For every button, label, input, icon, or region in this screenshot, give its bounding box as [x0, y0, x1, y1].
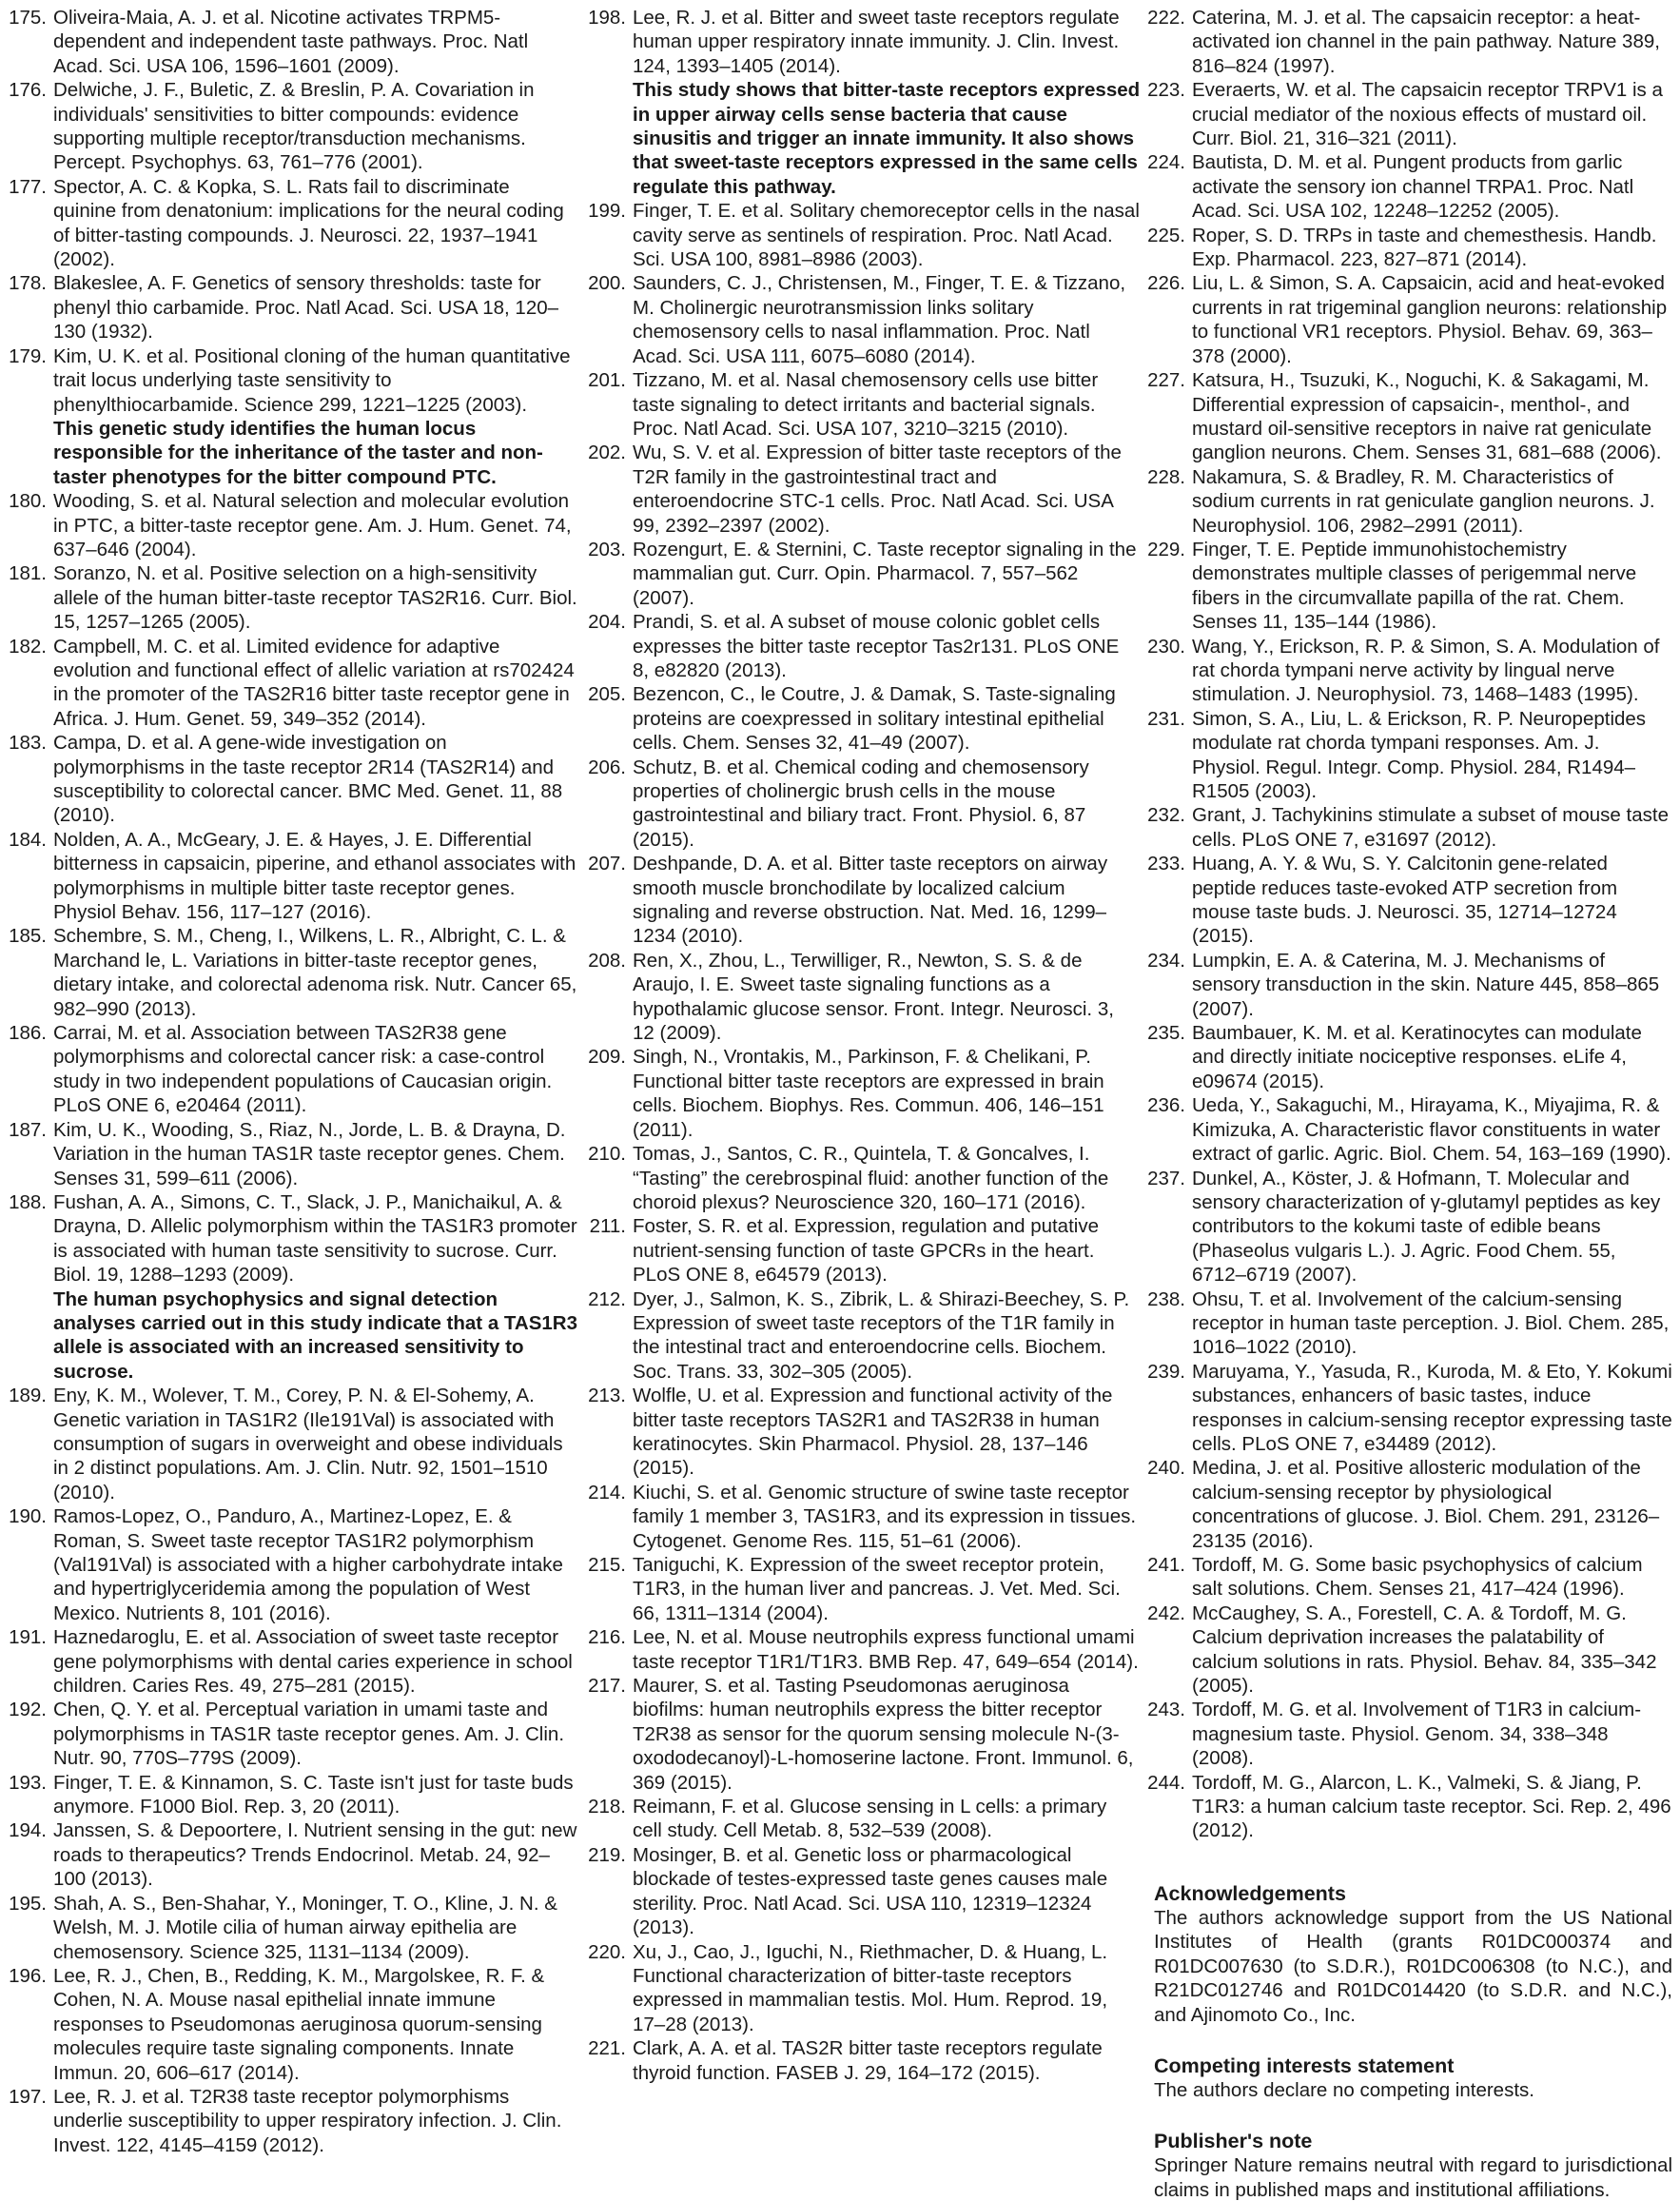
reference-number: 229.	[1147, 538, 1185, 560]
reference-body	[1192, 1360, 1672, 1457]
reference-item	[1146, 224, 1672, 272]
reference-body	[633, 1625, 1141, 1674]
reference-citation: Lee, N. et al. Mouse neutrophils express functional umami taste receptor T1R1/T1R3. BMB Rep. 47, 649–654 (2014).	[633, 1626, 1139, 1673]
reference-body	[1192, 465, 1672, 538]
reference-body	[53, 271, 577, 344]
reference-citation: Kim, U. K. et al. Positional cloning of the human quantitative trait locus underlying taste sensitivity to phenylthiocarbamide. Science 299, 1221–1225 (2003).	[53, 344, 571, 416]
acknowledgements-section	[1146, 1881, 1672, 2027]
reference-number: 209.	[588, 1046, 626, 1069]
reference-number: 179.	[9, 344, 47, 367]
reference-citation: Xu, J., Cao, J., Iguchi, N., Riethmacher, D. & Huang, L. Functional characterization of bitter-taste receptors expressed in mammalian testis. Mol. Hum. Reprod. 19, 17–28 (2013).	[633, 1940, 1108, 2035]
reference-body	[53, 1118, 577, 1190]
reference-number: 194.	[9, 1819, 47, 1842]
reference-item	[1146, 1021, 1672, 1093]
reference-body	[1192, 78, 1672, 150]
reference-annotation: This genetic study identifies the human locus responsible for the inheritance of the taster and non-taster phenotypes for the bitter compound PTC.	[53, 417, 543, 488]
reference-body	[53, 1964, 577, 2085]
reference-number: 221.	[588, 2037, 626, 2060]
reference-number: 244.	[1147, 1771, 1185, 1794]
reference-item	[8, 78, 577, 175]
reference-citation: Foster, S. R. et al. Expression, regulation and putative nutrient-sensing function of taste GPCRs in the heart. PLoS ONE 8, e64579 (2013).	[633, 1215, 1099, 1287]
reference-item	[1146, 1287, 1672, 1360]
reference-item	[587, 852, 1141, 949]
reference-number: 200.	[588, 272, 626, 295]
reference-number: 190.	[9, 1505, 47, 1528]
reference-citation: Maurer, S. et al. Tasting Pseudomonas aeruginosa biofilms: human neutrophils express the bitter receptor T2R38 as sensor for the quorum sensing molecule N-(3-oxododecanoyl)-L-homoserine lactone. Front. Immunol. 6, 369 (2015).	[633, 1675, 1134, 1794]
reference-body	[53, 1892, 577, 1964]
reference-item	[587, 199, 1141, 271]
reference-number: 182.	[9, 635, 47, 658]
reference-item	[8, 344, 577, 489]
reference-body	[53, 561, 577, 634]
reference-body	[633, 610, 1141, 682]
reference-item	[587, 949, 1141, 1046]
reference-citation: Janssen, S. & Depoortere, I. Nutrient sensing in the gut: new roads to therapeutics? Trends Endocrinol. Metab. 24, 92–100 (2013).	[53, 1819, 577, 1891]
reference-item	[587, 1384, 1141, 1481]
reference-citation: Dunkel, A., Köster, J. & Hofmann, T. Molecular and sensory characterization of γ-glutamyl peptides as key contributors to the kokumi taste of edible beans (Phaseolus vulgaris L.). J. Agric. Food Chem. 55, 6712–6719 (2007).	[1192, 1167, 1661, 1287]
reference-item	[587, 610, 1141, 682]
reference-body	[633, 852, 1141, 949]
reference-citation: Maruyama, Y., Yasuda, R., Kuroda, M. & Eto, Y. Kokumi substances, enhancers of basic tastes, induce responses in calcium-sensing receptor expressing taste cells. PLoS ONE 7, e34489 (2012).	[1192, 1360, 1672, 1455]
reference-number: 228.	[1147, 465, 1185, 488]
reference-number: 238.	[1147, 1287, 1185, 1310]
reference-body	[53, 2085, 577, 2157]
reference-number: 181.	[9, 562, 47, 585]
reference-body	[53, 1698, 577, 1770]
reference-body	[1192, 707, 1672, 804]
reference-body	[53, 1625, 577, 1698]
reference-item	[1146, 6, 1672, 78]
reference-number: 210.	[588, 1143, 626, 1166]
reference-body	[633, 2036, 1141, 2085]
reference-citation: Simon, S. A., Liu, L. & Erickson, R. P. Neuropeptides modulate rat chorda tympani responses. Am. J. Physiol. Regul. Integr. Comp. Physiol. 284, R1494–R1505 (2003).	[1192, 707, 1647, 802]
competing-interests-heading: Competing interests statement	[1154, 2054, 1455, 2077]
reference-body	[1192, 6, 1672, 78]
reference-body	[633, 6, 1141, 199]
reference-item	[1146, 1698, 1672, 1770]
reference-item	[8, 1818, 577, 1891]
reference-item	[587, 368, 1141, 441]
reference-number: 198.	[588, 7, 626, 29]
reference-number: 188.	[9, 1190, 47, 1213]
reference-body	[633, 1384, 1141, 1481]
reference-number: 204.	[588, 611, 626, 634]
reference-body	[633, 368, 1141, 441]
reference-number: 178.	[9, 272, 47, 295]
references-column-3	[1141, 6, 1672, 2201]
reference-citation: Saunders, C. J., Christensen, M., Finger, T. E. & Tizzano, M. Cholinergic neurotransmission links solitary chemosensory cells to nasal inflammation. Proc. Natl Acad. Sci. USA 111, 6075–6080 (2014).	[633, 272, 1126, 367]
reference-number: 184.	[9, 828, 47, 851]
reference-citation: Campa, D. et al. A gene-wide investigation on polymorphisms in the taste receptor 2R14 (TAS2R14) and susceptibility to colorectal cancer. BMC Med. Genet. 11, 88 (2010).	[53, 732, 563, 827]
reference-citation: Wolfle, U. et al. Expression and functional activity of the bitter taste receptors TAS2R1 and TAS2R38 in human keratinocytes. Skin Pharmacol. Physiol. 28, 137–146 (2015).	[633, 1385, 1113, 1480]
reference-citation: Roper, S. D. TRPs in taste and chemesthesis. Handb. Exp. Pharmacol. 223, 827–871 (2014).	[1192, 224, 1657, 271]
reference-item	[1146, 271, 1672, 368]
reference-item	[1146, 949, 1672, 1021]
reference-citation: Kiuchi, S. et al. Genomic structure of swine taste receptor family 1 member 3, TAS1R3, and its expression in tissues. Cytogenet. Genome Res. 115, 51–61 (2006).	[633, 1481, 1137, 1552]
reference-item	[1146, 1456, 1672, 1553]
reference-citation: Medina, J. et al. Positive allosteric modulation of the calcium-sensing receptor by physiological concentrations of glucose. J. Biol. Chem. 291, 23126–23135 (2016).	[1192, 1457, 1660, 1552]
reference-number: 232.	[1147, 804, 1185, 827]
reference-body	[53, 344, 577, 489]
reference-citation: Reimann, F. et al. Glucose sensing in L cells: a primary cell study. Cell Metab. 8, 532–539 (2008).	[633, 1796, 1107, 1842]
reference-citation: Clark, A. A. et al. TAS2R bitter taste receptors regulate thyroid function. FASEB J. 29, 164–172 (2015).	[633, 2037, 1103, 2084]
reference-annotation: The human psychophysics and signal detection analyses carried out in this study indicate that a TAS1R3 allele is associated with an increased sensitivity to sucrose.	[53, 1287, 577, 1383]
reference-number: 175.	[9, 7, 47, 29]
reference-number: 240.	[1147, 1457, 1185, 1480]
reference-item	[8, 635, 577, 732]
reference-number: 196.	[9, 1964, 47, 1987]
reference-body	[633, 1481, 1141, 1553]
reference-item	[587, 1142, 1141, 1214]
reference-item	[8, 1021, 577, 1118]
reference-citation: Blakeslee, A. F. Genetics of sensory thresholds: taste for phenyl thio carbamide. Proc. Natl Acad. Sci. USA 18, 120–130 (1932).	[53, 272, 559, 344]
reference-citation: Katsura, H., Tsuzuki, K., Noguchi, K. & Sakagami, M. Differential expression of capsaicin-, menthol-, and mustard oil-sensitive receptors in naive rat geniculate ganglion neurons. Chem. Senses 31, 681–688 (2006).	[1192, 369, 1662, 464]
reference-item	[1146, 78, 1672, 150]
reference-body	[1192, 949, 1672, 1021]
reference-item	[1146, 1771, 1672, 1843]
reference-number: 206.	[588, 756, 626, 778]
reference-item	[1146, 707, 1672, 804]
reference-number: 177.	[9, 175, 47, 198]
reference-item	[587, 1843, 1141, 1940]
reference-item	[8, 828, 577, 925]
reference-body	[633, 1795, 1141, 1843]
reference-citation: Grant, J. Tachykinins stimulate a subset of mouse taste cells. PLoS ONE 7, e31697 (2012).	[1192, 804, 1669, 851]
reference-number: 197.	[9, 2085, 47, 2108]
reference-number: 227.	[1147, 369, 1185, 392]
reference-body	[53, 1771, 577, 1819]
acknowledgements-text: The authors acknowledge support from the US National Institutes of Health (grants R01DC000374 and R01DC007630 (to S.D.R.), R01DC006308 (to N.C.), and R21DC012746 and R01DC014420 (to S.D.R. and N.C.), and Ajinomoto Co., Inc.	[1154, 1906, 1672, 2026]
reference-item	[587, 538, 1141, 610]
reference-citation: Oliveira-Maia, A. J. et al. Nicotine activates TRPM5-dependent and independent taste pathways. Proc. Natl Acad. Sci. USA 106, 1596–1601 (2009).	[53, 7, 529, 77]
reference-citation: Spector, A. C. & Kopka, S. L. Rats fail to discriminate quinine from denatonium: implications for the neural coding of bitter-tasting compounds. J. Neurosci. 22, 1937–1941 (2002).	[53, 175, 564, 271]
reference-number: 241.	[1147, 1554, 1185, 1576]
reference-item	[1146, 465, 1672, 538]
reference-citation: Finger, T. E. Peptide immunohistochemistry demonstrates multiple classes of perigemmal nerve fibers in the circumvallate papilla of the rat. Chem. Senses 11, 135–144 (1986).	[1192, 538, 1637, 634]
reference-number: 202.	[588, 442, 626, 464]
reference-citation: Singh, N., Vrontakis, M., Parkinson, F. & Chelikani, P. Functional bitter taste receptors are expressed in brain cells. Biochem. Biophys. Res. Commun. 406, 146–151 (2011).	[633, 1046, 1104, 1141]
reference-body	[53, 1021, 577, 1118]
reference-number: 235.	[1147, 1022, 1185, 1045]
reference-item	[8, 175, 577, 272]
competing-interests-section	[1146, 2054, 1672, 2102]
reference-item	[587, 1625, 1141, 1674]
reference-number: 222.	[1147, 7, 1185, 29]
reference-citation: Wu, S. V. et al. Expression of bitter taste receptors of the T2R family in the gastrointestinal tract and enteroendocrine STC-1 cells. Proc. Natl Acad. Sci. USA 99, 2392–2397 (2002).	[633, 442, 1122, 537]
reference-number: 226.	[1147, 272, 1185, 295]
reference-citation: Taniguchi, K. Expression of the sweet receptor protein, T1R3, in the human liver and pancreas. J. Vet. Med. Sci. 66, 1311–1314 (2004).	[633, 1554, 1121, 1624]
reference-item	[1146, 1360, 1672, 1457]
reference-citation: McCaughey, S. A., Forestell, C. A. & Tordoff, M. G. Calcium deprivation increases the palatability of calcium solutions in rats. Physiol. Behav. 84, 335–342 (2005).	[1192, 1602, 1657, 1698]
reference-body	[53, 6, 577, 78]
reference-body	[53, 489, 577, 561]
reference-item	[587, 441, 1141, 538]
reference-body	[53, 635, 577, 732]
reference-item	[587, 271, 1141, 368]
reference-body	[1192, 852, 1672, 949]
reference-citation: Prandi, S. et al. A subset of mouse colonic goblet cells expresses the bitter taste receptor Tas2r131. PLoS ONE 8, e82820 (2013).	[633, 611, 1120, 681]
reference-citation: Soranzo, N. et al. Positive selection on a high-sensitivity allele of the human bitter-taste receptor TAS2R16. Curr. Biol. 15, 1257–1265 (2005).	[53, 562, 577, 634]
reference-citation: Lee, R. J. et al. T2R38 taste receptor polymorphisms underlie susceptibility to upper respiratory infection. J. Clin. Invest. 122, 4145–4159 (2012).	[53, 2085, 562, 2156]
reference-number: 205.	[588, 683, 626, 706]
reference-item	[8, 561, 577, 634]
reference-citation: Liu, L. & Simon, S. A. Capsaicin, acid and heat-evoked currents in rat trigeminal ganglion neurons: relationship to functional VR1 receptors. Physiol. Behav. 69, 363–378 (2000).	[1192, 272, 1668, 367]
reference-item	[1146, 1602, 1672, 1699]
reference-body	[633, 1214, 1141, 1287]
reference-number: 185.	[9, 925, 47, 948]
reference-item	[587, 1481, 1141, 1553]
reference-number: 187.	[9, 1118, 47, 1141]
reference-item	[8, 1892, 577, 1964]
reference-number: 234.	[1147, 949, 1185, 972]
reference-citation: Wooding, S. et al. Natural selection and molecular evolution in PTC, a bitter-taste receptor gene. Am. J. Hum. Genet. 74, 637–646 (2004).	[53, 490, 572, 560]
reference-body	[53, 731, 577, 828]
reference-number: 225.	[1147, 224, 1185, 246]
reference-annotation: This study shows that bitter-taste receptors expressed in upper airway cells sense bacteria that cause sinusitis and trigger an innate immunity. It also shows that sweet-taste receptors expressed in the same cells regulate this pathway.	[633, 79, 1141, 198]
reference-item	[1146, 852, 1672, 949]
references-column-1	[0, 6, 577, 2201]
reference-citation: Tordoff, M. G., Alarcon, L. K., Valmeki, S. & Jiang, P. T1R3: a human calcium taste receptor. Sci. Rep. 2, 496 (2012).	[1192, 1771, 1671, 1842]
reference-citation: Bautista, D. M. et al. Pungent products from garlic activate the sensory ion channel TRPA1. Proc. Natl Acad. Sci. USA 102, 12248–12252 (2005).	[1192, 151, 1634, 223]
reference-citation: Lee, R. J. et al. Bitter and sweet taste receptors regulate human upper respiratory innate immunity. J. Clin. Invest. 124, 1393–1405 (2014).	[633, 7, 1120, 77]
reference-citation: Caterina, M. J. et al. The capsaicin receptor: a heat-activated ion channel in the pain pathway. Nature 389, 816–824 (1997).	[1192, 7, 1660, 77]
reference-citation: Ueda, Y., Sakaguchi, M., Hirayama, K., Miyajima, R. & Kimizuka, A. Characteristic flavor constituents in water extract of garlic. Agric. Biol. Chem. 54, 163–169 (1990).	[1192, 1094, 1671, 1166]
reference-item	[587, 6, 1141, 199]
reference-number: 203.	[588, 538, 626, 560]
reference-citation: Campbell, M. C. et al. Limited evidence for adaptive evolution and functional effect of allelic variation at rs702424 in the promoter of the TAS2R16 bitter taste receptor gene in Africa. J. Hum. Genet. 59, 349–352 (2014).	[53, 635, 575, 730]
reference-number: 191.	[9, 1626, 47, 1649]
reference-body	[53, 78, 577, 175]
reference-citation: Eny, K. M., Wolever, T. M., Corey, P. N. & El-Sohemy, A. Genetic variation in TAS1R2 (Ile191Val) is associated with consumption of sugars in overweight and obese individuals in 2 distinct populations. Am. J. Clin. Nutr. 92, 1501–1510 (2010).	[53, 1385, 563, 1503]
reference-body	[633, 1287, 1141, 1385]
reference-item	[1146, 150, 1672, 223]
reference-citation: Finger, T. E. et al. Solitary chemoreceptor cells in the nasal cavity serve as sentinels of respiration. Proc. Natl Acad. Sci. USA 100, 8981–8986 (2003).	[633, 200, 1140, 271]
reference-citation: Everaerts, W. et al. The capsaicin receptor TRPV1 is a crucial mediator of the noxious effects of mustard oil. Curr. Biol. 21, 316–321 (2011).	[1192, 79, 1663, 150]
reference-body	[1192, 150, 1672, 223]
reference-citation: Mosinger, B. et al. Genetic loss or pharmacological blockade of testes-expressed taste genes causes male sterility. Proc. Natl Acad. Sci. USA 110, 12319–12324 (2013).	[633, 1843, 1108, 1939]
reference-item	[8, 1625, 577, 1698]
reference-number: 183.	[9, 732, 47, 755]
reference-citation: Fushan, A. A., Simons, C. T., Slack, J. P., Manichaikul, A. & Drayna, D. Allelic polymorphism within the TAS1R3 promoter is associated with human taste sensitivity to sucrose. Curr. Biol. 19, 1288–1293 (2009).	[53, 1190, 577, 1287]
reference-body	[53, 1190, 577, 1384]
reference-number: 219.	[588, 1843, 626, 1866]
reference-body	[1192, 1553, 1672, 1602]
reference-citation: Huang, A. Y. & Wu, S. Y. Calcitonin gene-related peptide reduces taste-evoked ATP secretion from mouse taste buds. J. Neurosci. 35, 12714–12724 (2015).	[1192, 853, 1618, 948]
reference-number: 201.	[588, 369, 626, 392]
reference-body	[633, 271, 1141, 368]
reference-body	[1192, 368, 1672, 465]
reference-citation: Lee, R. J., Chen, B., Redding, K. M., Margolskee, R. F. & Cohen, N. A. Mouse nasal epithelial innate immune responses to Pseudomonas aeruginosa quorum-sensing molecules require taste signaling components. Innate Immun. 20, 606–617 (2014).	[53, 1964, 545, 2084]
reference-number: 233.	[1147, 853, 1185, 875]
reference-citation: Wang, Y., Erickson, R. P. & Simon, S. A. Modulation of rat chorda tympani nerve activity by lingual nerve stimulation. J. Neurophysiol. 73, 1468–1483 (1995).	[1192, 635, 1660, 706]
reference-item	[8, 1384, 577, 1504]
reference-citation: Haznedaroglu, E. et al. Association of sweet taste receptor gene polymorphisms with dental caries experience in school children. Caries Res. 49, 275–281 (2015).	[53, 1626, 573, 1698]
reference-citation: Kim, U. K., Wooding, S., Riaz, N., Jorde, L. B. & Drayna, D. Variation in the human TAS1R taste receptor genes. Chem. Senses 31, 599–611 (2006).	[53, 1118, 566, 1189]
reference-item	[8, 924, 577, 1021]
reference-citation: Finger, T. E. & Kinnamon, S. C. Taste isn't just for taste buds anymore. F1000 Biol. Rep. 3, 20 (2011).	[53, 1771, 574, 1818]
reference-item	[1146, 1093, 1672, 1166]
reference-item	[1146, 1167, 1672, 1287]
reference-number: 199.	[588, 200, 626, 223]
reference-citation: Tordoff, M. G. et al. Involvement of T1R3 in calcium-magnesium taste. Physiol. Genom. 34, 338–348 (2008).	[1192, 1699, 1642, 1770]
reference-citation: Chen, Q. Y. et al. Perceptual variation in umami taste and polymorphisms in TAS1R taste receptor genes. Am. J. Clin. Nutr. 90, 770S–779S (2009).	[53, 1699, 565, 1770]
reference-number: 192.	[9, 1699, 47, 1721]
reference-citation: Deshpande, D. A. et al. Bitter taste receptors on airway smooth muscle bronchodilate by localized calcium signaling and reverse obstruction. Nat. Med. 16, 1299–1234 (2010).	[633, 853, 1108, 948]
reference-number: 186.	[9, 1022, 47, 1045]
reference-body	[53, 175, 577, 272]
reference-number: 208.	[588, 949, 626, 972]
reference-item	[8, 1118, 577, 1190]
reference-body	[1192, 803, 1672, 852]
reference-body	[633, 682, 1141, 755]
reference-item	[587, 1214, 1141, 1287]
reference-number: 180.	[9, 490, 47, 513]
reference-number: 236.	[1147, 1094, 1185, 1117]
reference-citation: Dyer, J., Salmon, K. S., Zibrik, L. & Shirazi-Beechey, S. P. Expression of sweet taste receptors of the T1R family in the intestinal tract and enteroendocrine cells. Biochem. Soc. Trans. 33, 302–305 (2005).	[633, 1287, 1130, 1383]
reference-citation: Delwiche, J. F., Buletic, Z. & Breslin, P. A. Covariation in individuals' sensitivities to bitter compounds: evidence supporting multiple receptor/transduction mechanisms. Percept. Psychophys. 63, 761–776 (2001).	[53, 79, 535, 174]
reference-item	[8, 1698, 577, 1770]
reference-citation: Tomas, J., Santos, C. R., Quintela, T. & Goncalves, I. “Tasting” the cerebrospinal fluid: another function of the choroid plexus? Neuroscience 320, 160–171 (2016).	[633, 1143, 1109, 1213]
reference-item	[587, 756, 1141, 853]
reference-item	[1146, 538, 1672, 635]
reference-body	[53, 1504, 577, 1625]
reference-number: 223.	[1147, 79, 1185, 102]
reference-body	[1192, 1456, 1672, 1553]
reference-body	[53, 924, 577, 1021]
reference-number: 189.	[9, 1385, 47, 1407]
reference-number: 176.	[9, 79, 47, 102]
reference-body	[633, 199, 1141, 271]
publishers-note-heading: Publisher's note	[1154, 2130, 1313, 2153]
references-column-2	[577, 6, 1141, 2201]
reference-body	[1192, 635, 1672, 707]
reference-citation: Ren, X., Zhou, L., Terwilliger, R., Newton, S. S. & de Araujo, I. E. Sweet taste signaling functions as a hypothalamic glucose sensor. Front. Integr. Neurosci. 3, 12 (2009).	[633, 949, 1114, 1045]
reference-number: 214.	[588, 1481, 626, 1503]
reference-citation: Ohsu, T. et al. Involvement of the calcium-sensing receptor in human taste perception. J. Biol. Chem. 285, 1016–1022 (2010).	[1192, 1287, 1670, 1359]
reference-body	[1192, 1021, 1672, 1093]
reference-body	[53, 1384, 577, 1504]
reference-item	[587, 1045, 1141, 1142]
publishers-note-section	[1146, 2129, 1672, 2201]
reference-body	[1192, 1771, 1672, 1843]
reference-citation: Rozengurt, E. & Sternini, C. Taste receptor signaling in the mammalian gut. Curr. Opin. Pharmacol. 7, 557–562 (2007).	[633, 538, 1137, 609]
reference-number: 193.	[9, 1771, 47, 1794]
reference-citation: Nolden, A. A., McGeary, J. E. & Hayes, J. E. Differential bitterness in capsaicin, piperine, and ethanol associates with polymorphisms in multiple bitter taste receptor genes. Physiol Behav. 156, 117–127 (2016).	[53, 828, 576, 924]
reference-body	[633, 1142, 1141, 1214]
reference-citation: Baumbauer, K. M. et al. Keratinocytes can modulate and directly initiate nociceptive responses. eLife 4, e09674 (2015).	[1192, 1022, 1642, 1092]
reference-number: 216.	[588, 1626, 626, 1649]
reference-body	[1192, 538, 1672, 635]
reference-body	[633, 1553, 1141, 1625]
reference-item	[587, 1674, 1141, 1795]
reference-citation: Tizzano, M. et al. Nasal chemosensory cells use bitter taste signaling to detect irritants and bacterial signals. Proc. Natl Acad. Sci. USA 107, 3210–3215 (2010).	[633, 369, 1099, 440]
reference-citation: Schembre, S. M., Cheng, I., Wilkens, L. R., Albright, C. L. & Marchand le, L. Variations in bitter-taste receptor genes, dietary intake, and colorectal adenoma risk. Nutr. Cancer 65, 982–990 (2013).	[53, 925, 577, 1020]
reference-number: 231.	[1147, 707, 1185, 730]
reference-citation: Carrai, M. et al. Association between TAS2R38 gene polymorphisms and colorectal cancer risk: a case-control study in two independent populations of Caucasian origin. PLoS ONE 6, e20464 (2011).	[53, 1022, 553, 1117]
reference-item	[1146, 368, 1672, 465]
reference-item	[587, 682, 1141, 755]
reference-body	[1192, 271, 1672, 368]
reference-item	[587, 1553, 1141, 1625]
reference-item	[8, 1190, 577, 1384]
reference-number: 242.	[1147, 1602, 1185, 1624]
reference-item	[1146, 803, 1672, 852]
reference-body	[1192, 1698, 1672, 1770]
reference-body	[633, 441, 1141, 538]
reference-body	[1192, 1602, 1672, 1699]
reference-item	[8, 1504, 577, 1625]
reference-item	[8, 2085, 577, 2157]
reference-citation: Tordoff, M. G. Some basic psychophysics of calcium salt solutions. Chem. Senses 21, 417–424 (1996).	[1192, 1554, 1643, 1601]
reference-body	[633, 1045, 1141, 1142]
reference-citation: Schutz, B. et al. Chemical coding and chemosensory properties of cholinergic brush cells in the mouse gastrointestinal and biliary tract. Front. Physiol. 6, 87 (2015).	[633, 756, 1089, 851]
reference-citation: Bezencon, C., le Coutre, J. & Damak, S. Taste-signaling proteins are coexpressed in solitary intestinal epithelial cells. Chem. Senses 32, 41–49 (2007).	[633, 683, 1116, 755]
reference-body	[53, 1818, 577, 1891]
reference-body	[633, 538, 1141, 610]
reference-body	[1192, 224, 1672, 272]
reference-number: 207.	[588, 853, 626, 875]
reference-body	[633, 1674, 1141, 1795]
reference-item	[1146, 1553, 1672, 1602]
reference-item	[587, 1795, 1141, 1843]
reference-item	[8, 489, 577, 561]
reference-number: 195.	[9, 1892, 47, 1915]
competing-interests-text: The authors declare no competing interests.	[1154, 2078, 1534, 2101]
reference-citation: Lumpkin, E. A. & Caterina, M. J. Mechanisms of sensory transduction in the skin. Nature 445, 858–865 (2007).	[1192, 949, 1660, 1020]
reference-item	[1146, 635, 1672, 707]
references-column-3-list	[1146, 6, 1672, 1843]
reference-item	[8, 6, 577, 78]
reference-body	[633, 756, 1141, 853]
acknowledgements-heading: Acknowledgements	[1154, 1881, 1346, 1905]
reference-number: 239.	[1147, 1360, 1185, 1383]
reference-citation: Ramos-Lopez, O., Panduro, A., Martinez-Lopez, E. & Roman, S. Sweet taste receptor TAS1R2 polymorphism (Val191Val) is associated with a higher carbohydrate intake and hypertriglyceridemia among the population of West Mexico. Nutrients 8, 101 (2016).	[53, 1505, 563, 1624]
reference-number: 215.	[588, 1554, 626, 1576]
reference-number: 213.	[588, 1385, 626, 1407]
reference-number: 211.	[589, 1215, 626, 1238]
reference-item	[8, 1771, 577, 1819]
reference-number: 220.	[588, 1940, 626, 1963]
reference-item	[8, 1964, 577, 2085]
reference-body	[633, 1940, 1141, 2037]
reference-item	[587, 2036, 1141, 2085]
reference-item	[587, 1940, 1141, 2037]
reference-number: 243.	[1147, 1699, 1185, 1721]
reference-body	[633, 949, 1141, 1046]
reference-citation: Nakamura, S. & Bradley, R. M. Characteristics of sodium currents in rat geniculate ganglion neurons. J. Neurophysiol. 106, 2982–2991 (2011).	[1192, 465, 1655, 537]
reference-body	[1192, 1287, 1672, 1360]
reference-number: 217.	[588, 1675, 626, 1698]
reference-number: 224.	[1147, 151, 1185, 174]
reference-number: 230.	[1147, 635, 1185, 658]
reference-number: 237.	[1147, 1167, 1185, 1189]
reference-item	[8, 271, 577, 344]
reference-number: 212.	[588, 1287, 626, 1310]
reference-item	[8, 731, 577, 828]
publishers-note-text: Springer Nature remains neutral with regard to jurisdictional claims in published maps and institutional affiliations.	[1154, 2154, 1672, 2201]
reference-body	[633, 1843, 1141, 1940]
reference-item	[587, 1287, 1141, 1385]
reference-number: 218.	[588, 1796, 626, 1818]
reference-body	[1192, 1167, 1672, 1287]
reference-body	[1192, 1093, 1672, 1166]
reference-citation: Shah, A. S., Ben-Shahar, Y., Moninger, T. O., Kline, J. N. & Welsh, M. J. Motile cilia of human airway epithelia are chemosensory. Science 325, 1131–1134 (2009).	[53, 1892, 557, 1963]
reference-body	[53, 828, 577, 925]
